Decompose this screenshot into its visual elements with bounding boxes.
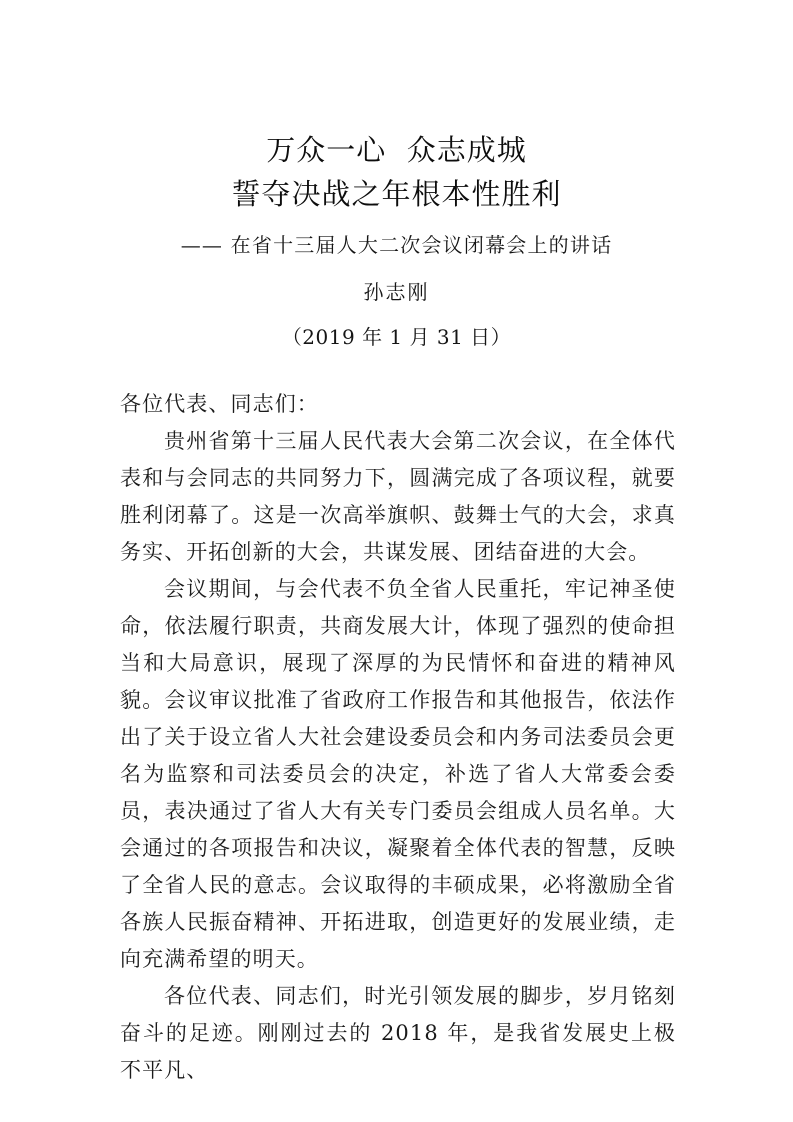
document-title-line-1: 万众一心 众志成城 — [266, 133, 527, 167]
body-paragraph: 各位代表、同志们，时光引领发展的脚步，岁月铭刻奋斗的足迹。刚刚过去的 2018 年，是我省发展史上极不平凡、 — [120, 984, 676, 1082]
salutation: 各位代表、同志们： — [120, 392, 319, 416]
document-body — [120, 386, 676, 1089]
title-block — [0, 128, 793, 353]
document-subtitle: —— 在省十三届人大二次会议闭幕会上的讲话 — [180, 233, 613, 257]
body-paragraph: 贵州省第十三届人民代表大会第二次会议，在全体代表和与会同志的共同努力下，圆满完成了各项议程，就要胜利闭幕了。这是一次高举旗帜、鼓舞士气的大会，求真务实、开拓创新的大会，共谋发展、团结奋进的大会。 — [120, 429, 676, 564]
document-title-line-2: 誓夺决战之年根本性胜利 — [231, 177, 562, 211]
document-date: （2019 年 1 月 31 日） — [281, 325, 512, 349]
body-paragraph: 会议期间，与会代表不负全省人民重托，牢记神圣使命，依法履行职责，共商发展大计，体现了强烈的使命担当和大局意识，展现了深厚的为民情怀和奋进的精神风貌。会议审议批准了省政府工作报告和其他报告，依法作出了关于设立省人大社会建设委员会和内务司法委员会更名为监察和司法委员会的决定，补选了省人大常委会委员，表决通过了省人大有关专门委员会组成人员名单。大会通过的各项报告和决议，凝聚着全体代表的智慧，反映了全省人民的意志。会议取得的丰硕成果，必将激励全省各族人民振奋精神、开拓进取，创造更好的发展业绩，走向充满希望的明天。 — [120, 577, 676, 971]
document-author: 孙志刚 — [363, 280, 430, 304]
